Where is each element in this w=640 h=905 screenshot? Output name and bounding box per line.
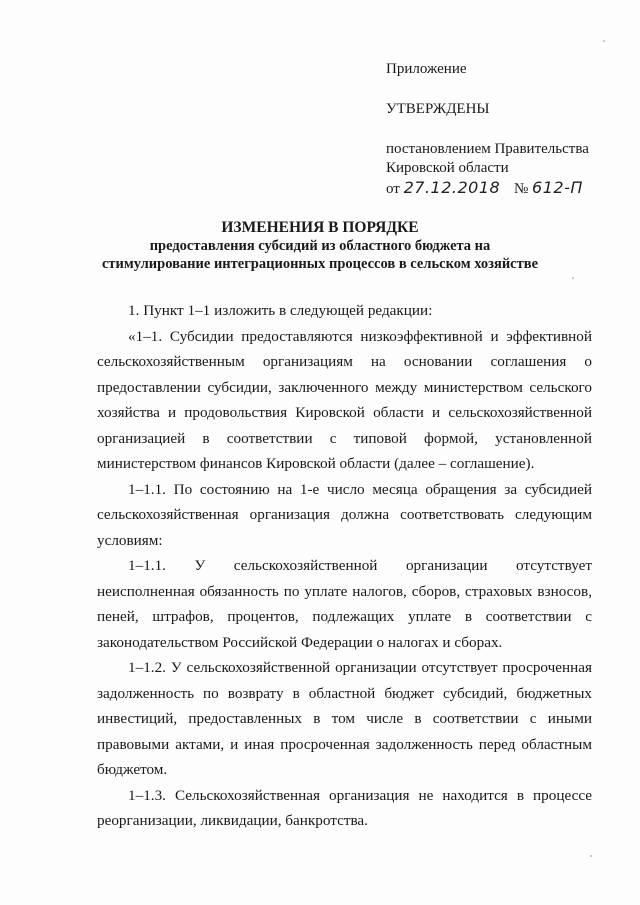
decree-line-2: Кировской области bbox=[386, 160, 509, 176]
paragraph-clause-1-1-1-taxes: 1–1.1. У сельскохозяйственной организации отсутствует неисполненная обязанность по уплате налогов, сборов, страховых взносов, пеней, штрафов, процентов, подлежащих уплате в соответствии с законодательством Российской Федерации о налогах и сборах. bbox=[97, 557, 592, 651]
decree-date-row bbox=[386, 178, 626, 199]
decree-line-1: постановлением Правительства bbox=[386, 141, 589, 157]
handwritten-number: 612-П bbox=[532, 178, 583, 197]
appendix-title: Приложение bbox=[386, 61, 467, 77]
document-heading bbox=[90, 218, 550, 273]
heading-subtitle-1: предоставления субсидий из областного бюджета на bbox=[149, 238, 491, 254]
paragraph-clause-1-1-1-conditions: 1–1.1. По состоянию на 1-е число месяца обращения за субсидией сельскохозяйственная организация должна соответствовать следующим условиям: bbox=[97, 480, 592, 549]
handwritten-date: 27.12.2018 bbox=[403, 178, 501, 197]
paragraph-clause-1-1: «1–1. Субсидии предоставляются низкоэффективной и эффективной сельскохозяйственным организациям на основании соглашения о предоставлении субсидии, заключенного между министерством сельского хозяйства и продовольствия Кировской области и сельскохозяйственной организацией в соответствии с типовой формой, установленной министерством финансов Кировской области (далее – соглашение). bbox=[97, 327, 592, 472]
paragraph-item-1: 1. Пункт 1–1 изложить в следующей редакции: bbox=[128, 302, 433, 319]
document-body bbox=[97, 298, 592, 834]
heading-main: ИЗМЕНЕНИЯ В ПОРЯДКЕ bbox=[221, 219, 419, 236]
scan-speck bbox=[572, 277, 574, 279]
paragraph-clause-1-1-2: 1–1.2. У сельскохозяйственной организации отсутствует просроченная задолженность по возврату в областной бюджет субсидий, бюджетных инвестиций, предоставленных в том числе в соответствии с иными правовыми актами, и иная просроченная задолженность перед областным бюджетом. bbox=[97, 659, 592, 778]
appendix-block bbox=[386, 60, 626, 199]
approved-label: УТВЕРЖДЕНЫ bbox=[386, 101, 490, 117]
number-prefix: № bbox=[513, 181, 529, 197]
scan-speck bbox=[590, 855, 592, 857]
paragraph-clause-1-1-3: 1–1.3. Сельскохозяйственная организация не находится в процессе реорганизации, ликвидации, банкротства. bbox=[97, 786, 592, 829]
heading-subtitle-2: стимулирование интеграционных процессов в сельском хозяйстве bbox=[101, 256, 539, 272]
date-prefix: от bbox=[386, 181, 400, 197]
scan-speck bbox=[603, 40, 605, 42]
